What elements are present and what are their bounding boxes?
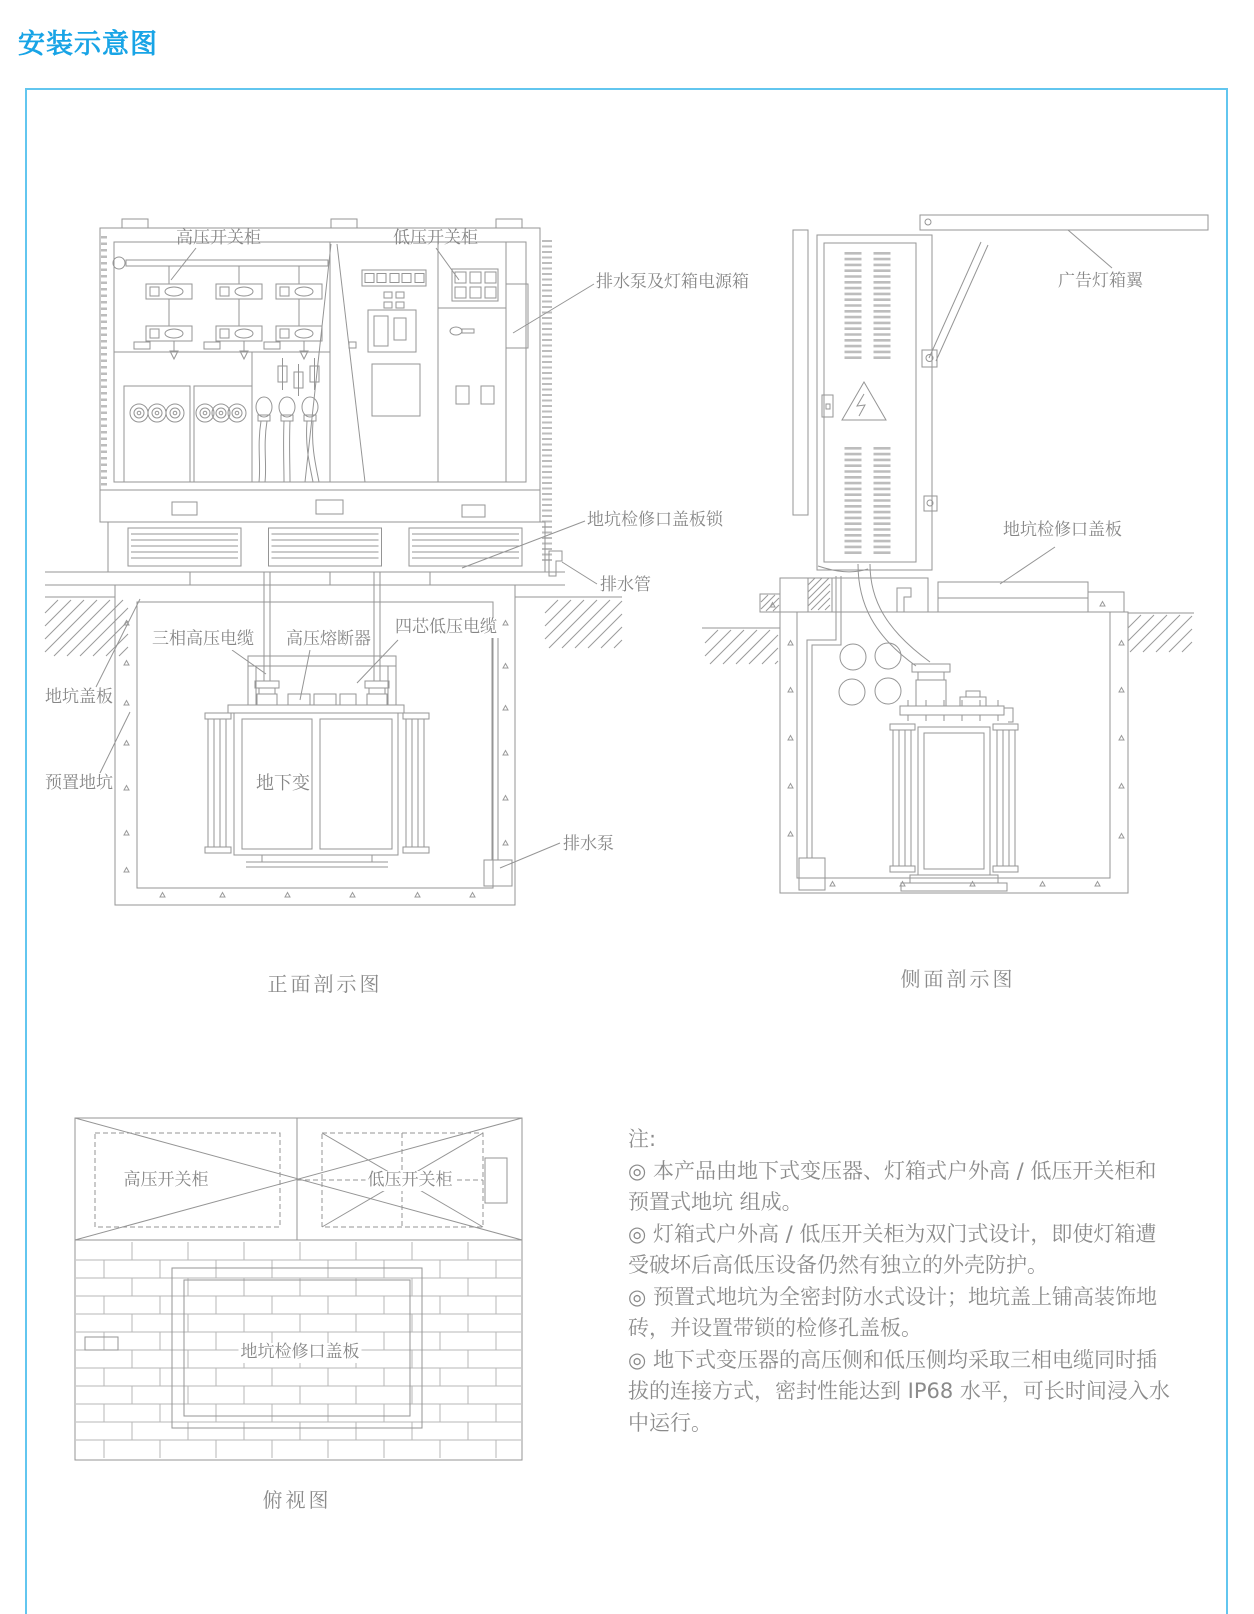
label-ad-lightbox-wing: 广告灯箱翼 xyxy=(1058,271,1143,291)
label-top-pit-access-cover: 地坑检修口盖板 xyxy=(240,1342,360,1362)
label-pit-access-cover-lock: 地坑检修口盖板锁 xyxy=(587,510,723,530)
page-title: 安装示意图 xyxy=(18,29,158,60)
label-top-lv-cabinet: 低压开关柜 xyxy=(367,1170,453,1190)
label-top-hv-cabinet: 高压开关柜 xyxy=(123,1170,209,1190)
note-item-2: ◎ 灯箱式户外高 / 低压开关柜为双门式设计，即使灯箱遭受破坏后高低压设备仍然有独立的外壳防护。 xyxy=(628,1221,1157,1277)
notes-heading: 注: xyxy=(628,1127,657,1151)
label-pit-cover: 地坑盖板 xyxy=(45,687,113,707)
note-item-1: ◎ 本产品由地下式变压器、灯箱式户外高 / 低压开关柜和预置式地坑 组成。 xyxy=(628,1158,1157,1214)
note-item-4: ◎ 地下式变压器的高压侧和低压侧均采取三相电缆同时插拔的连接方式，密封性能达到 IP68 水平，可长时间浸入水中运行。 xyxy=(628,1347,1170,1435)
label-pump-and-lightbox-power-box: 排水泵及灯箱电源箱 xyxy=(596,272,749,292)
label-front-hv-cabinet: 高压开关柜 xyxy=(176,228,261,248)
label-hv-fuse: 高压熔断器 xyxy=(286,629,371,649)
label-preset-pit: 预置地坑 xyxy=(45,773,113,793)
label-side-pit-access-cover: 地坑检修口盖板 xyxy=(1003,520,1122,540)
label-four-core-lv-cable: 四芯低压电缆 xyxy=(395,617,497,637)
note-item-3: ◎ 预置式地坑为全密封防水式设计；地坑盖上铺高装饰地砖，并设置带锁的检修孔盖板。 xyxy=(628,1284,1157,1340)
caption-top-view: 俯视图 xyxy=(262,1488,332,1512)
label-front-lv-cabinet: 低压开关柜 xyxy=(393,228,478,248)
caption-front-view: 正面剖示图 xyxy=(267,972,383,996)
label-underground-transformer: 地下变 xyxy=(256,773,310,794)
caption-side-view: 侧面剖示图 xyxy=(900,967,1016,991)
label-drain-pipe: 排水管 xyxy=(600,575,651,595)
notes-block xyxy=(628,1124,1173,1439)
label-drain-pump: 排水泵 xyxy=(563,834,614,854)
label-three-phase-hv-cable: 三相高压电缆 xyxy=(152,629,254,649)
